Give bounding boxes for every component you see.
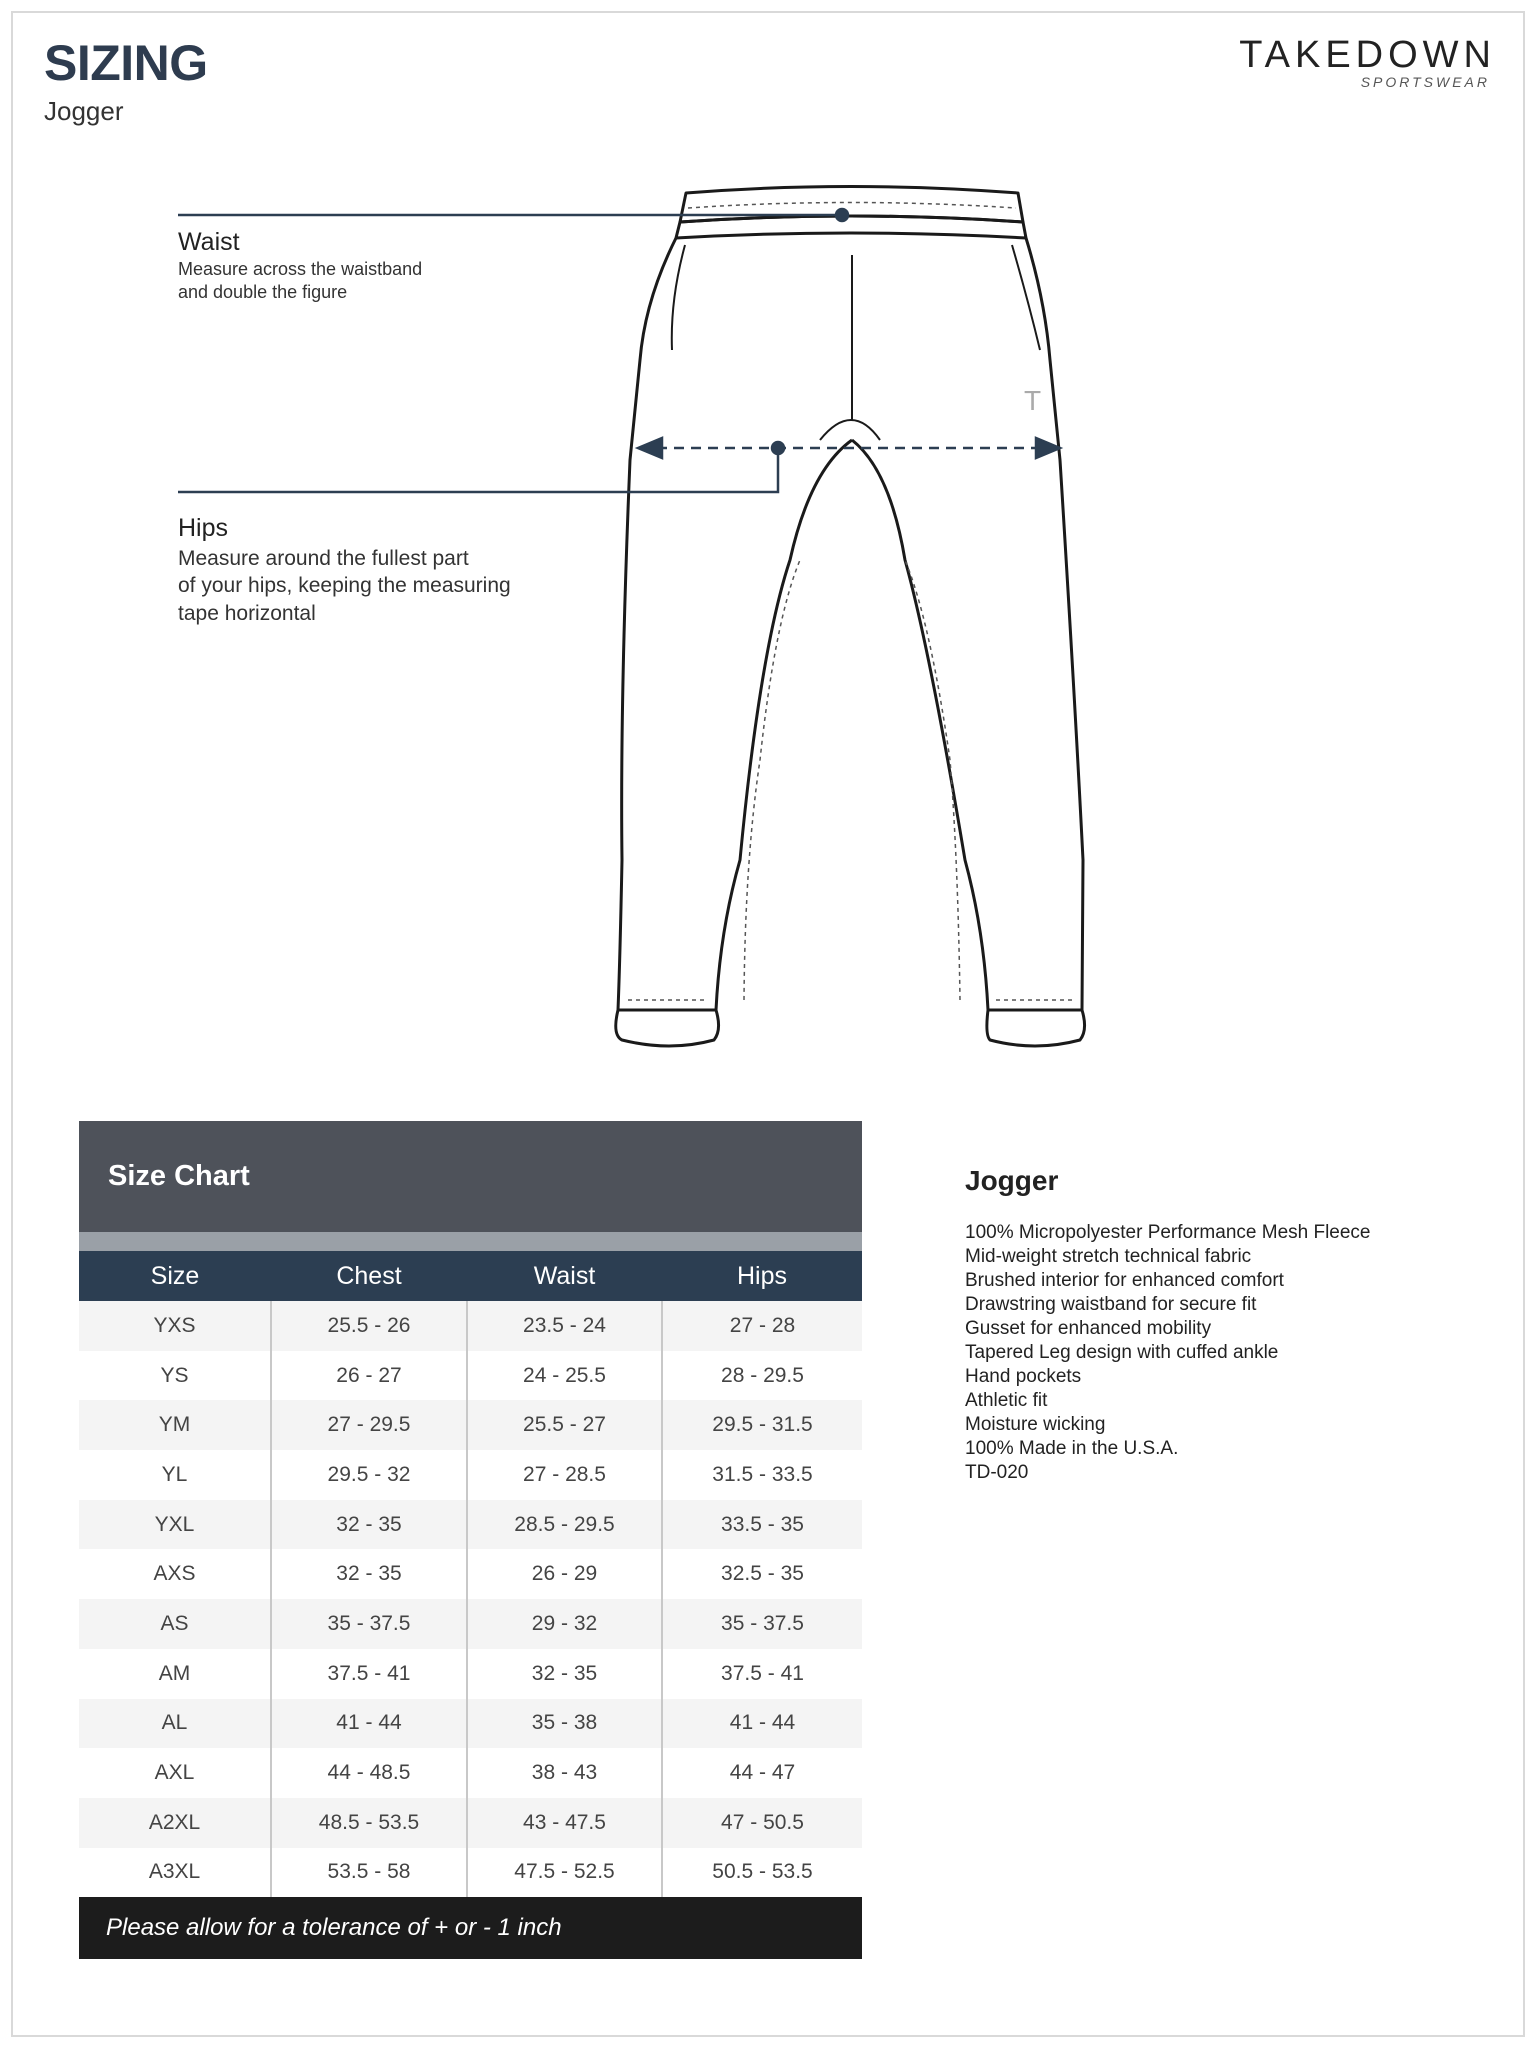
cell-chest: 37.5 - 41 xyxy=(271,1649,467,1699)
cell-chest: 35 - 37.5 xyxy=(271,1599,467,1649)
logo-tagline: SPORTSWEAR xyxy=(1360,74,1490,90)
cell-hips: 35 - 37.5 xyxy=(662,1599,862,1649)
cell-waist: 29 - 32 xyxy=(467,1599,662,1649)
page-title: SIZING xyxy=(44,35,208,91)
left-leg-outline xyxy=(618,238,852,1010)
feature-item: Drawstring waistband for secure fit xyxy=(965,1294,1257,1315)
cell-hips: 32.5 - 35 xyxy=(721,1562,804,1586)
cell-waist: 24 - 25.5 xyxy=(467,1351,662,1401)
table-row xyxy=(79,1301,862,1351)
cell-hips: 37.5 - 41 xyxy=(721,1661,804,1685)
feature-item: Athletic fit xyxy=(965,1390,1048,1411)
cell-size: AXS xyxy=(79,1549,271,1599)
cell-size: YS xyxy=(79,1351,271,1401)
feature-item: Mid-weight stretch technical fabric xyxy=(965,1246,1252,1267)
table-row xyxy=(79,1748,862,1798)
cell-chest: 41 - 44 xyxy=(271,1699,467,1749)
feature-item: 100% Micropolyester Performance Mesh Fleece xyxy=(965,1222,1371,1243)
cell-size: AXL xyxy=(79,1748,271,1798)
cell-hips: 44 - 47 xyxy=(729,1761,796,1785)
cell-hips: 31.5 - 33.5 xyxy=(712,1462,813,1486)
size-table xyxy=(79,1251,862,1897)
cell-size: AS xyxy=(79,1599,271,1649)
table-row xyxy=(79,1649,862,1699)
table-header-row xyxy=(79,1251,862,1301)
feature-item: Moisture wicking xyxy=(965,1414,1106,1435)
table-row xyxy=(79,1351,862,1401)
size-chart-title: Size Chart xyxy=(108,1160,250,1192)
cell-waist: 25.5 - 27 xyxy=(467,1400,662,1450)
cell-hips: 28 - 29.5 xyxy=(721,1363,804,1387)
cell-waist: 32 - 35 xyxy=(467,1649,662,1699)
table-row xyxy=(79,1699,862,1749)
cell-hips: 47 - 50.5 xyxy=(662,1798,862,1848)
column-header-chest: Chest xyxy=(271,1251,467,1301)
right-cuff xyxy=(987,1010,1085,1046)
cell-size: A3XL xyxy=(79,1848,271,1898)
table-row xyxy=(79,1450,862,1500)
feature-item: Brushed interior for enhanced comfort xyxy=(965,1270,1284,1291)
cell-hips: 50.5 - 53.5 xyxy=(712,1860,813,1884)
logo-wordmark: TAKEDOWN xyxy=(1239,34,1496,76)
cell-waist: 27 - 28.5 xyxy=(467,1450,662,1500)
left-cuff xyxy=(616,1010,719,1046)
product-title: Jogger xyxy=(965,1165,1059,1196)
cell-hips: 33.5 - 35 xyxy=(662,1500,862,1550)
cell-chest: 25.5 - 26 xyxy=(271,1301,467,1351)
hips-arrow-left xyxy=(638,438,662,458)
right-leg-outline xyxy=(852,238,1083,1010)
hips-label: Hips xyxy=(178,514,229,542)
column-header-hips: Hips xyxy=(662,1251,862,1301)
hips-description-line: of your hips, keeping the measuring xyxy=(178,574,511,598)
cell-waist: 26 - 29 xyxy=(467,1549,662,1599)
hips-arrow-right xyxy=(1036,438,1060,458)
cell-chest: 44 - 48.5 xyxy=(271,1748,467,1798)
waist-description-line: and double the figure xyxy=(178,282,348,303)
cell-size: YXS xyxy=(79,1301,271,1351)
tolerance-text: Please allow for a tolerance of + or - 1 inch xyxy=(106,1914,562,1942)
tolerance-note xyxy=(79,1897,862,1959)
table-row xyxy=(79,1400,862,1450)
cell-waist: 47.5 - 52.5 xyxy=(467,1848,662,1898)
table-row xyxy=(79,1848,862,1898)
cell-chest: 26 - 27 xyxy=(271,1351,467,1401)
cell-chest: 27 - 29.5 xyxy=(271,1400,467,1450)
waist-description xyxy=(178,258,422,305)
cell-size: YL xyxy=(79,1450,271,1500)
waist-description-line: Measure across the waistband xyxy=(178,259,423,279)
feature-item: Gusset for enhanced mobility xyxy=(965,1318,1212,1339)
table-row xyxy=(79,1549,862,1599)
cell-waist: 38 - 43 xyxy=(467,1748,662,1798)
waist-label: Waist xyxy=(178,228,240,256)
cell-waist: 28.5 - 29.5 xyxy=(467,1500,662,1550)
cell-chest: 53.5 - 58 xyxy=(271,1848,467,1898)
column-header-size: Size xyxy=(79,1251,271,1301)
size-chart-divider xyxy=(79,1232,862,1251)
cell-chest: 29.5 - 32 xyxy=(271,1450,467,1500)
cell-waist: 35 - 38 xyxy=(467,1699,662,1749)
table-row xyxy=(79,1599,862,1649)
waist-marker-dot xyxy=(836,209,848,221)
feature-item: Tapered Leg design with cuffed ankle xyxy=(965,1342,1279,1363)
cell-size: YM xyxy=(79,1400,271,1450)
hips-description xyxy=(178,545,511,627)
garment-logo-mark: T xyxy=(1024,385,1042,416)
product-details xyxy=(965,1165,1371,1485)
cell-chest: 32 - 35 xyxy=(271,1549,467,1599)
cell-size: A2XL xyxy=(79,1798,271,1848)
table-row xyxy=(79,1500,862,1550)
page-subtitle: Jogger xyxy=(44,96,124,126)
cell-hips: 29.5 - 31.5 xyxy=(662,1400,862,1450)
feature-item: TD-020 xyxy=(965,1462,1029,1483)
table-row xyxy=(79,1798,862,1848)
cell-size: YXL xyxy=(79,1500,271,1550)
hips-description-line: Measure around the fullest part xyxy=(178,547,469,570)
cell-waist: 23.5 - 24 xyxy=(467,1301,662,1351)
feature-list xyxy=(965,1221,1371,1485)
cell-chest: 32 - 35 xyxy=(271,1500,467,1550)
cell-waist: 43 - 47.5 xyxy=(467,1798,662,1848)
cell-size: AL xyxy=(79,1699,271,1749)
hips-description-line: tape horizontal xyxy=(178,601,316,625)
size-chart xyxy=(79,1121,862,1959)
column-header-waist: Waist xyxy=(467,1251,662,1301)
cell-hips: 41 - 44 xyxy=(662,1699,862,1749)
size-chart-header xyxy=(79,1121,862,1232)
cell-size: AM xyxy=(79,1649,271,1699)
hips-leader-line xyxy=(178,448,778,492)
feature-item: Hand pockets xyxy=(965,1366,1082,1387)
feature-item: 100% Made in the U.S.A. xyxy=(965,1438,1179,1459)
cell-chest: 48.5 - 53.5 xyxy=(271,1798,467,1848)
cell-hips: 27 - 28 xyxy=(662,1301,862,1351)
